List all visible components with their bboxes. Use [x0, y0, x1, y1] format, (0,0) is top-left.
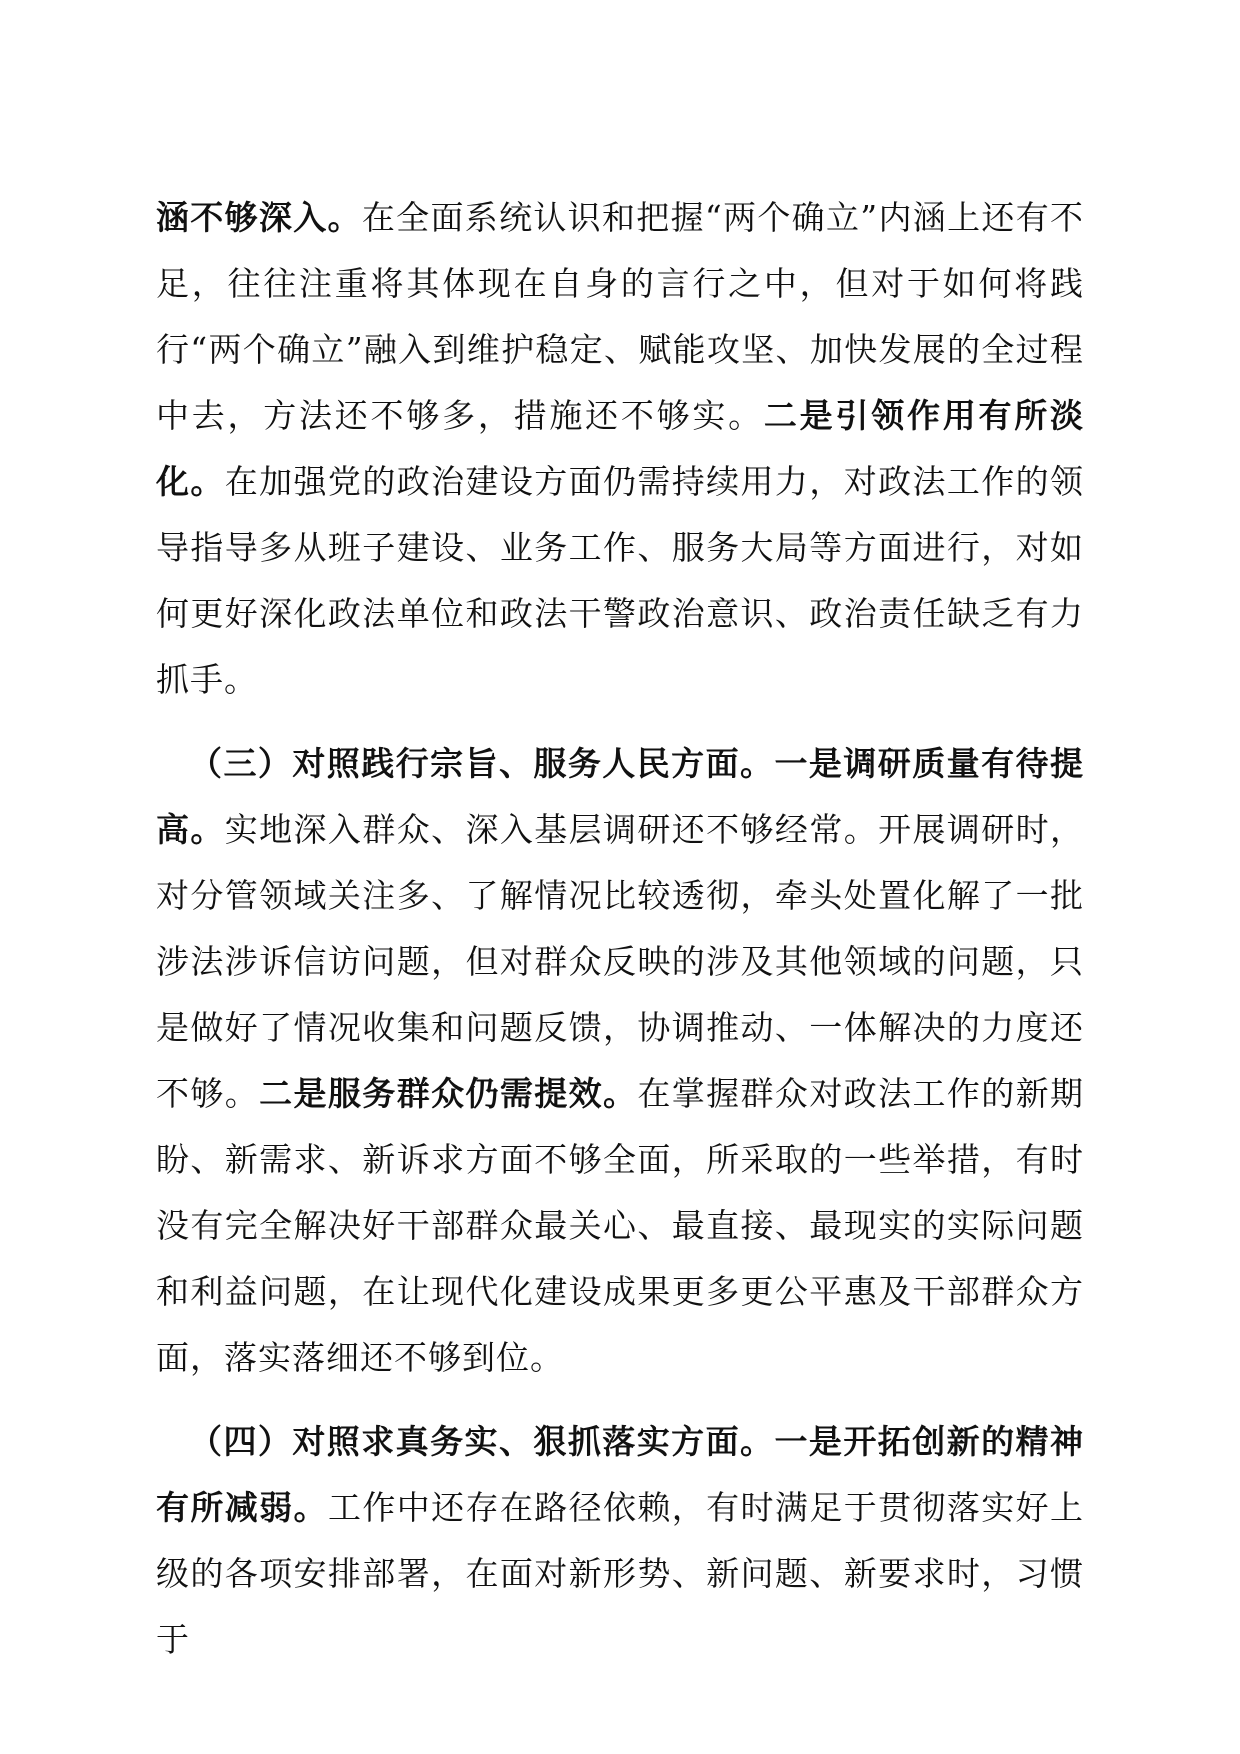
body-text: 在掌握群众对政法工作的新期盼、新需求、新诉求方面不够全面，所采取的一些举措，有时没有完全解决好干部群众最关心、最直接、最现实的实际问题和利益问题，在让现代化建设成果更多更公平惠及干部群众方面，落实落细还不够到位。 [156, 1074, 1085, 1377]
paragraph-pragmatic [156, 1409, 1084, 1673]
body-text: 工作中还存在路径依赖，有时满足于贯彻落实好上级的各项安排部署，在面对新形势、新问题、新要求时，习惯于 [156, 1488, 1085, 1659]
heading-leading-role: 二是引领作用有所淡化。 [156, 396, 1085, 501]
paragraph-political-leadership [156, 185, 1084, 713]
document-page [156, 185, 1084, 1691]
body-text: 在加强党的政治建设方面仍需持续用力，对政法工作的领导指导多从班子建设、业务工作、服务大局等方面进行，对如何更好深化政法单位和政法干警政治意识、政治责任缺乏有力抓手。 [156, 462, 1085, 699]
body-text: 实地深入群众、深入基层调研还不够经常。开展调研时，对分管领域关注多、了解情况比较透彻，牵头处置化解了一批涉法涉诉信访问题，但对群众反映的涉及其他领域的问题，只是做好了情况收集和问题反馈，协调推动、一体解决的力度还不够。 [156, 810, 1085, 1113]
heading-understanding-not-deep: 涵不够深入。 [156, 198, 362, 237]
paragraph-serve-people [156, 731, 1084, 1391]
section-heading-4: （四）对照求真务实、狠抓落实方面。一是开拓创新的精神有所减弱。 [156, 1422, 1084, 1527]
heading-serve-masses: 二是服务群众仍需提效。 [259, 1074, 638, 1113]
body-text: 在全面系统认识和把握“两个确立”内涵上还有不足，往往注重将其体现在自身的言行之中，但对于如何将践行“两个确立”融入到维护稳定、赋能攻坚、加快发展的全过程中去，方法还不够多，措施还不够实。 [156, 198, 1085, 435]
section-heading-3: （三）对照践行宗旨、服务人民方面。一是调研质量有待提高。 [156, 744, 1084, 849]
